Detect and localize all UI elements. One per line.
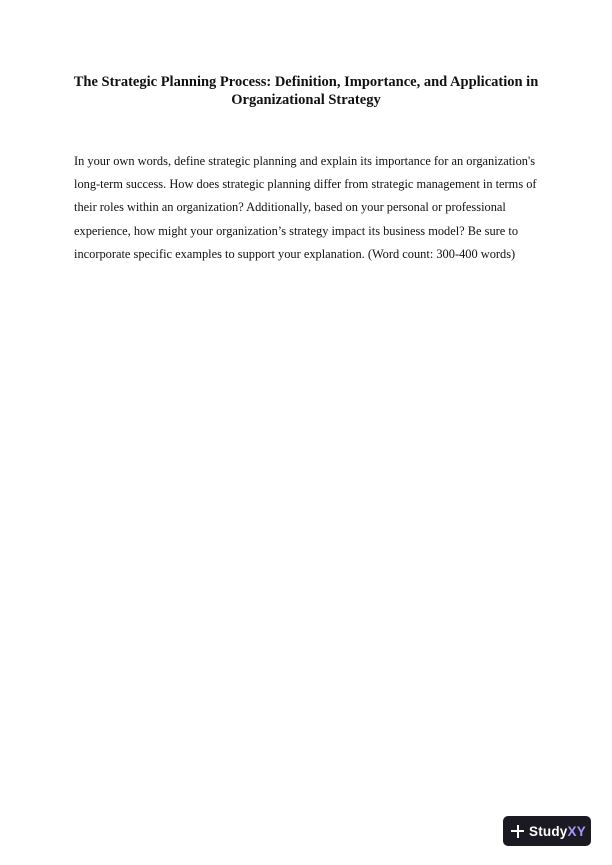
title-line: Organizational Strategy: [231, 92, 381, 108]
brand-name-part: Study: [529, 823, 568, 839]
paragraph-line: experience, how might your organization’s strategy impact its business model? Be sure to: [74, 223, 519, 238]
paragraph-line: incorporate specific examples to support your explanation. (Word count: 300-400 words): [74, 246, 516, 261]
paragraph-line: In your own words, define strategic planning and explain its importance for an organization's: [74, 154, 536, 168]
plus-icon: [511, 825, 524, 838]
question-paragraph: [74, 150, 554, 266]
brand-logo-text: [529, 824, 586, 839]
studyxy-badge[interactable]: [503, 816, 591, 846]
brand-name-accent: XY: [567, 823, 586, 839]
paragraph-line: long-term success. How does strategic planning differ from strategic management in terms of: [74, 177, 537, 192]
paragraph-line: their roles within an organization? Additionally, based on your personal or professional: [74, 200, 506, 215]
document-title: [60, 73, 552, 109]
title-line: The Strategic Planning Process: Definition, Importance, and Application in: [73, 74, 539, 90]
